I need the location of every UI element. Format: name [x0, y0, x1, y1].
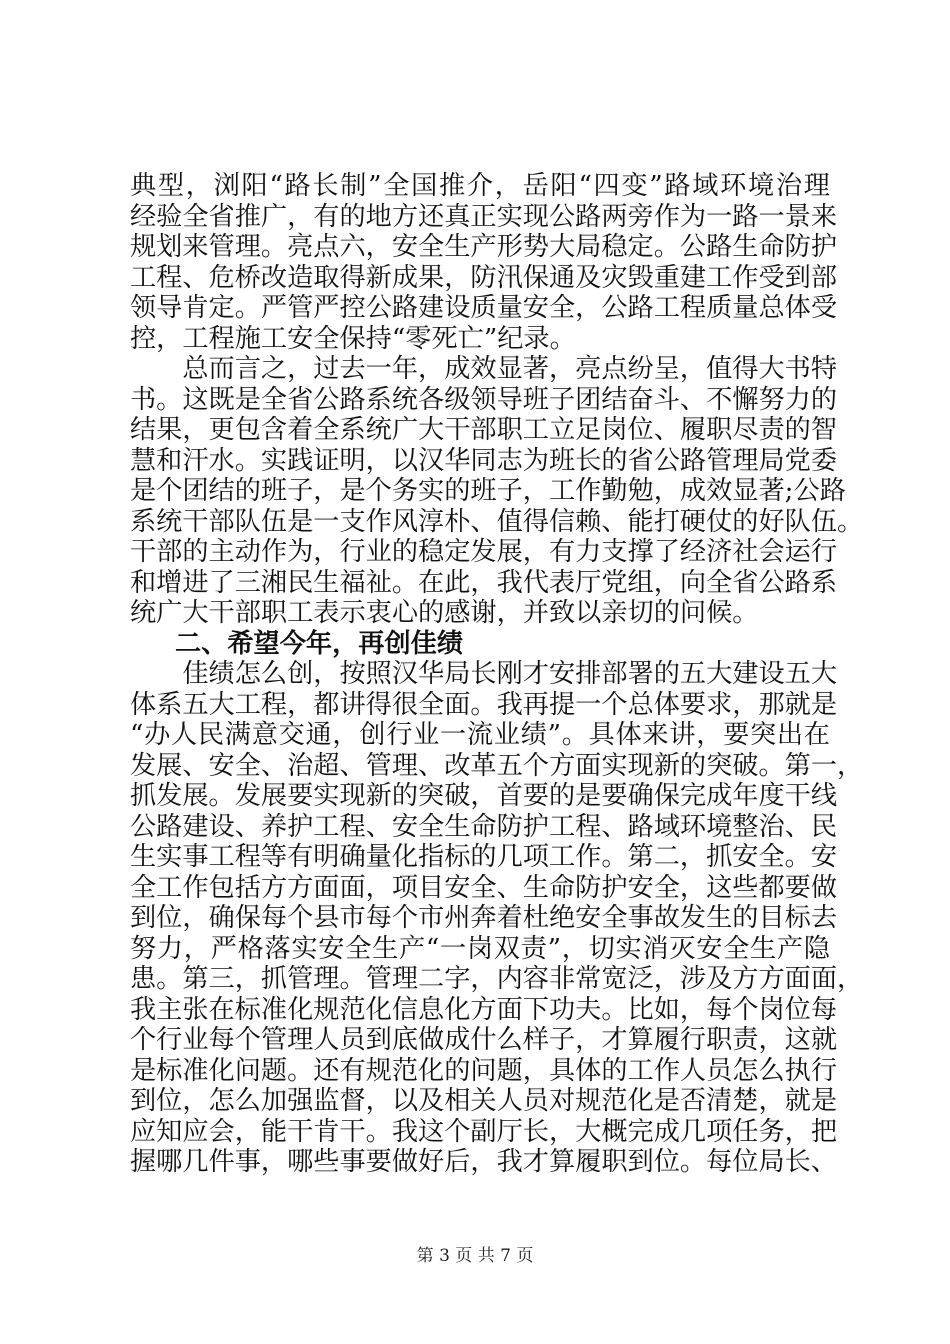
text-line: 体系五大工程，都讲得很全面。我再提一个总体要求，那就是	[130, 689, 838, 720]
text-line: 和增进了三湘民生福祉。在此，我代表厅党组，向全省公路系	[130, 567, 838, 598]
text-line: 公路建设、养护工程、安全生命防护工程、路域环境整治、民	[130, 811, 838, 842]
text-line: 个行业每个管理人员到底做成什么样子，才算履行职责，这就	[130, 1025, 838, 1055]
text-line: 统广大干部职工表示衷心的感谢，并致以亲切的问候。	[130, 598, 759, 628]
text-line: 经验全省推广，有的地方还真正实现公路两旁作为一路一景来	[130, 201, 838, 232]
text-line: 书。这既是全省公路系统各级领导班子团结奋斗、不懈努力的	[130, 384, 838, 415]
text-line: 抓发展。发展要实现新的突破，首要的是要确保完成年度干线	[130, 781, 838, 811]
text-line: 是标准化问题。还有规范化的问题，具体的工作人员怎么执行	[130, 1055, 838, 1086]
text-line: 佳绩怎么创，按照汉华局长刚才安排部署的五大建设五大	[130, 659, 838, 689]
text-line: 系统干部队伍是一支作风淳朴、值得信赖、能打硬仗的好队伍。	[130, 506, 864, 537]
text-line: 总而言之，过去一年，成效显著，亮点纷呈，值得大书特	[130, 354, 838, 384]
text-line: 努力，严格落实安全生产“一岗双责”，切实消灭安全生产隐	[130, 933, 830, 964]
text-line: 生实事工程等有明确量化指标的几项工作。第二，抓安全。安	[130, 842, 838, 872]
text-line: 结果，更包含着全系统广大干部职工立足岗位、履职尽责的智	[130, 415, 838, 445]
text-line: 控，工程施工安全保持“零死亡”纪录。	[130, 323, 576, 354]
text-line: 患。第三，抓管理。管理二字，内容非常宽泛，涉及方方面面，	[130, 964, 864, 994]
text-line: 领导肯定。严管严控公路建设质量安全，公路工程质量总体受	[130, 293, 838, 323]
text-line: 握哪几件事，哪些事要做好后，我才算履职到位。每位局长、	[130, 1147, 838, 1177]
page-number-footer: 第 3 页 共 7 页	[416, 1246, 534, 1266]
text-line: “办人民满意交通，创行业一流业绩”。具体来讲，要突出在	[130, 720, 830, 750]
text-line: 我主张在标准化规范化信息化方面下功夫。比如，每个岗位每	[130, 994, 838, 1025]
text-line: 规划来管理。亮点六，安全生产形势大局稳定。公路生命防护	[130, 232, 838, 262]
text-line: 工程、危桥改造取得新成果，防汛保通及灾毁重建工作受到部	[130, 262, 838, 293]
text-line: 应知应会，能干肯干。我这个副厅长，大概完成几项任务，把	[130, 1116, 838, 1147]
text-line: 典型，浏阳“路长制”全国推介，岳阳“四变”路域环境治理	[130, 171, 830, 201]
text-line: 是个团结的班子，是个务实的班子，工作勤勉，成效显著;公路	[130, 476, 846, 506]
text-line: 发展、安全、治超、管理、改革五个方面实现新的突破。第一，	[130, 750, 864, 781]
text-line: 到位，确保每个县市每个市州奔着杜绝安全事故发生的目标去	[130, 903, 838, 933]
text-line: 全工作包括方方面面，项目安全、生命防护安全，这些都要做	[130, 872, 838, 903]
text-line: 干部的主动作为，行业的稳定发展，有力支撑了经济社会运行	[130, 537, 838, 567]
text-line: 到位，怎么加强监督，以及相关人员对规范化是否清楚，就是	[130, 1086, 838, 1116]
text-line: 慧和汗水。实践证明，以汉华同志为班长的省公路管理局党委	[130, 445, 838, 476]
section-heading: 二、希望今年，再创佳绩	[175, 628, 464, 659]
document-body	[130, 171, 864, 1178]
